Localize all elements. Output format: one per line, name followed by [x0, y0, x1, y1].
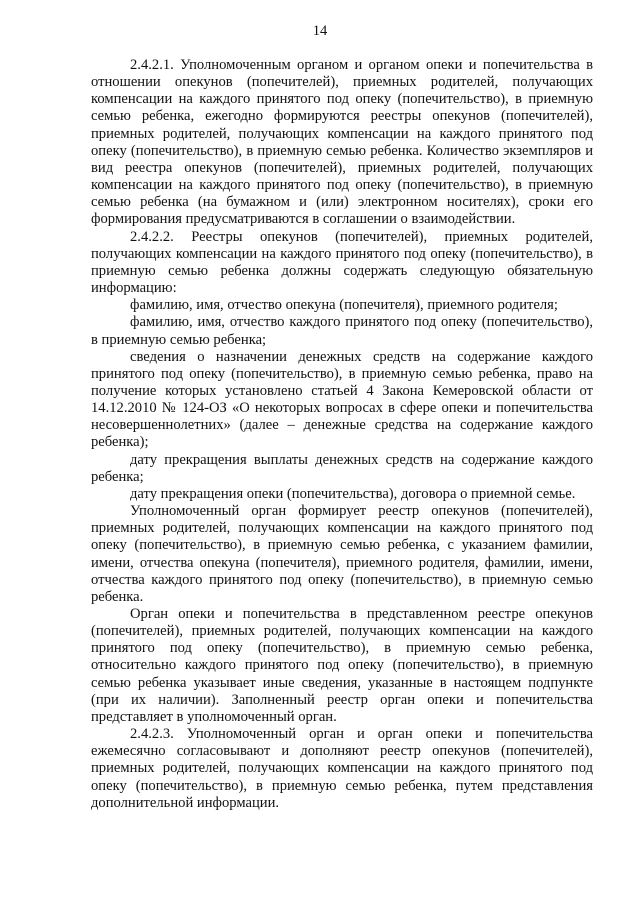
list-item-guardianship-termination-date: дату прекращения опеки (попечительства), договора о приемной семье.: [130, 485, 576, 502]
paragraph-2-4-2-2: 2.4.2.2. Реестры опекунов (попечителей), приемных родителей, получающих компенсации на каждого принятого под опеку (попечительство), в приемную семью ребенка должны содержать следующую обязательную информацию:: [91, 228, 593, 297]
list-item-guardian-name: фамилию, имя, отчество опекуна (попечителя), приемного родителя;: [130, 297, 558, 314]
paragraph-guardianship-body-register: Орган опеки и попечительства в представленном реестре опекунов (попечителей), приемных родителей, получающих компенсации на каждого принятого под опеку (попечительство), в приемную семью ребенка, относительно каждого принятого под опеку (попечительство), в приемную семью ребенка указывает иные сведения, указанные в настоящем подпункте (при их наличии). Заполненный реестр орган опеки и попечительства представляет в уполномоченный орган.: [91, 606, 593, 725]
list-item-child-name: фамилию, имя, отчество каждого принятого под опеку (попечительство), в приемную семью ребенка;: [91, 314, 593, 348]
paragraph-2-4-2-1: 2.4.2.1. Уполномоченным органом и органом опеки и попечительства в отношении опекунов (попечителей), приемных родителей, получающих компенсации на каждого принятого под опеку (попечительство), в приемную семью ребенка, ежегодно формируются реестры опекунов (попечителей), приемных родителей, получающих компенсации на каждого принятого под опеку (попечительство), в приемную семью ребенка. Количество экземпляров и вид реестра опекунов (попечителей), приемных родителей, получающих компенсации на каждого принятого под опеку (попечительство), в приемную семью ребенка (на бумажном и (или) электронном носителях), сроки его формирования предусматриваются в соглашении о взаимодействии.: [91, 57, 593, 228]
paragraph-authorized-body-register: Уполномоченный орган формирует реестр опекунов (попечителей), приемных родителей, получающих компенсации на каждого принятого под опеку (попечительство), в приемную семью ребенка, с указанием фамилии, имени, отчества опекуна (попечителя), приемного родителя, фамилии, имени, отчества каждого принятого под опеку (попечительство), в приемную семью ребенка.: [91, 503, 593, 605]
page-number: 14: [312, 23, 328, 39]
list-item-funds-assignment: сведения о назначении денежных средств на содержание каждого принятого под опеку (попечительство), в приемную семью ребенка, право на получение которых установлено статьей 4 Закона Кемеровской области от 14.12.2010 № 124-ОЗ «О некоторых вопросах в сфере опеки и попечительства несовершеннолетних» (далее – денежные средства на содержание каждого ребенка);: [91, 348, 593, 451]
list-item-funds-termination-date: дату прекращения выплаты денежных средств на содержание каждого ребенка;: [91, 451, 593, 485]
paragraph-2-4-2-3: 2.4.2.3. Уполномоченный орган и орган опеки и попечительства ежемесячно согласовывают и дополняют реестр опекунов (попечителей), приемных родителей, получающих компенсации на каждого принятого под опеку (попечительство), в приемную семью ребенка, путем представления дополнительной информации.: [91, 726, 593, 811]
document-body: [91, 57, 593, 812]
